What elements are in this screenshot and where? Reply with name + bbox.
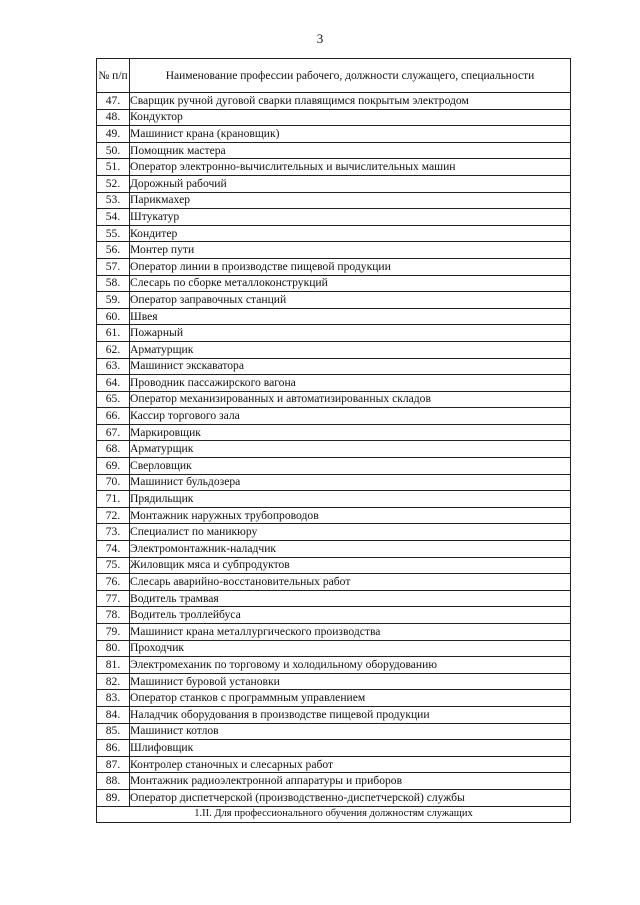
row-profession-name: Водитель трамвая — [130, 590, 571, 607]
column-header-name: Наименование профессии рабочего, должности служащего, специальности — [130, 59, 571, 93]
row-profession-name: Машинист крана (крановщик) — [130, 126, 571, 143]
row-number: 68. — [97, 441, 130, 458]
row-profession-name: Контролер станочных и слесарных работ — [130, 756, 571, 773]
table-row — [97, 458, 571, 475]
row-number: 78. — [97, 607, 130, 624]
table-row — [97, 773, 571, 790]
row-profession-name: Прядильщик — [130, 491, 571, 508]
row-number: 70. — [97, 474, 130, 491]
table-row — [97, 424, 571, 441]
row-number: 76. — [97, 574, 130, 591]
row-profession-name: Электромонтажник-наладчик — [130, 541, 571, 558]
row-profession-name: Слесарь аварийно-восстановительных работ — [130, 574, 571, 591]
row-number: 52. — [97, 175, 130, 192]
row-number: 47. — [97, 93, 130, 110]
row-number: 69. — [97, 458, 130, 475]
table-row — [97, 225, 571, 242]
table-row — [97, 690, 571, 707]
table-row — [97, 524, 571, 541]
row-number: 54. — [97, 209, 130, 226]
row-number: 57. — [97, 258, 130, 275]
row-number: 60. — [97, 308, 130, 325]
row-number: 72. — [97, 507, 130, 524]
table-row — [97, 491, 571, 508]
table-body — [97, 93, 571, 807]
row-number: 51. — [97, 159, 130, 176]
row-number: 48. — [97, 109, 130, 126]
table-row — [97, 673, 571, 690]
table-row — [97, 142, 571, 159]
row-number: 65. — [97, 391, 130, 408]
row-profession-name: Кассир торгового зала — [130, 408, 571, 425]
row-profession-name: Монтажник радиоэлектронной аппаратуры и приборов — [130, 773, 571, 790]
row-number: 79. — [97, 624, 130, 641]
table-row — [97, 192, 571, 209]
row-profession-name: Наладчик оборудования в производстве пищевой продукции — [130, 706, 571, 723]
table-row — [97, 607, 571, 624]
row-profession-name: Оператор линии в производстве пищевой продукции — [130, 258, 571, 275]
row-profession-name: Машинист экскаватора — [130, 358, 571, 375]
table-row — [97, 574, 571, 591]
row-number: 61. — [97, 325, 130, 342]
table-row — [97, 706, 571, 723]
row-profession-name: Сверловщик — [130, 458, 571, 475]
table-row — [97, 175, 571, 192]
row-number: 88. — [97, 773, 130, 790]
professions-table — [96, 58, 571, 823]
row-number: 56. — [97, 242, 130, 259]
row-profession-name: Оператор диспетчерской (производственно-диспетчерской) службы — [130, 789, 571, 806]
table-row — [97, 358, 571, 375]
page-number: 3 — [316, 31, 324, 46]
section-footer-row — [97, 806, 571, 822]
table-row — [97, 242, 571, 259]
row-profession-name: Машинист котлов — [130, 723, 571, 740]
row-profession-name: Машинист бульдозера — [130, 474, 571, 491]
row-number: 50. — [97, 142, 130, 159]
row-profession-name: Жиловщик мяса и субпродуктов — [130, 557, 571, 574]
row-profession-name: Проходчик — [130, 640, 571, 657]
row-profession-name: Кондитер — [130, 225, 571, 242]
table-row — [97, 740, 571, 757]
row-profession-name: Арматурщик — [130, 341, 571, 358]
row-profession-name: Оператор механизированных и автоматизированных складов — [130, 391, 571, 408]
table-row — [97, 541, 571, 558]
table-row — [97, 109, 571, 126]
row-number: 89. — [97, 789, 130, 806]
table-row — [97, 275, 571, 292]
table-row — [97, 474, 571, 491]
row-profession-name: Машинист буровой установки — [130, 673, 571, 690]
row-profession-name: Специалист по маникюру — [130, 524, 571, 541]
row-profession-name: Парикмахер — [130, 192, 571, 209]
table-row — [97, 391, 571, 408]
row-number: 63. — [97, 358, 130, 375]
section-footer-text: 1.II. Для профессионального обучения должностям служащих — [97, 806, 571, 822]
row-number: 82. — [97, 673, 130, 690]
row-number: 71. — [97, 491, 130, 508]
row-profession-name: Оператор электронно-вычислительных и вычислительных машин — [130, 159, 571, 176]
table-row — [97, 159, 571, 176]
table-row — [97, 441, 571, 458]
table-row — [97, 590, 571, 607]
table-row — [97, 723, 571, 740]
row-profession-name: Оператор станков с программным управлением — [130, 690, 571, 707]
row-profession-name: Маркировщик — [130, 424, 571, 441]
row-profession-name: Проводник пассажирского вагона — [130, 375, 571, 392]
table-row — [97, 209, 571, 226]
row-number: 66. — [97, 408, 130, 425]
row-profession-name: Водитель троллейбуса — [130, 607, 571, 624]
row-profession-name: Машинист крана металлургического производства — [130, 624, 571, 641]
table-row — [97, 126, 571, 143]
row-number: 55. — [97, 225, 130, 242]
table-row — [97, 308, 571, 325]
row-number: 58. — [97, 275, 130, 292]
row-number: 84. — [97, 706, 130, 723]
table-row — [97, 375, 571, 392]
row-profession-name: Кондуктор — [130, 109, 571, 126]
table-row — [97, 292, 571, 309]
row-number: 74. — [97, 541, 130, 558]
table-row — [97, 756, 571, 773]
table-row — [97, 325, 571, 342]
table-header-row — [97, 59, 571, 93]
column-header-number: № п/п — [97, 59, 130, 93]
row-profession-name: Сварщик ручной дуговой сварки плавящимся покрытым электродом — [130, 93, 571, 110]
row-profession-name: Швея — [130, 308, 571, 325]
row-profession-name: Электромеханик по торговому и холодильному оборудованию — [130, 657, 571, 674]
row-number: 49. — [97, 126, 130, 143]
table-row — [97, 624, 571, 641]
table-row — [97, 657, 571, 674]
table-row — [97, 93, 571, 110]
row-number: 83. — [97, 690, 130, 707]
row-profession-name: Дорожный рабочий — [130, 175, 571, 192]
table-row — [97, 640, 571, 657]
row-profession-name: Монтер пути — [130, 242, 571, 259]
row-profession-name: Шлифовщик — [130, 740, 571, 757]
row-number: 73. — [97, 524, 130, 541]
table-row — [97, 408, 571, 425]
row-number: 53. — [97, 192, 130, 209]
row-number: 59. — [97, 292, 130, 309]
row-number: 67. — [97, 424, 130, 441]
row-number: 77. — [97, 590, 130, 607]
table-row — [97, 507, 571, 524]
row-number: 62. — [97, 341, 130, 358]
table-row — [97, 789, 571, 806]
row-number: 81. — [97, 657, 130, 674]
row-profession-name: Арматурщик — [130, 441, 571, 458]
row-profession-name: Оператор заправочных станций — [130, 292, 571, 309]
row-number: 86. — [97, 740, 130, 757]
row-profession-name: Монтажник наружных трубопроводов — [130, 507, 571, 524]
row-number: 85. — [97, 723, 130, 740]
row-number: 80. — [97, 640, 130, 657]
table-row — [97, 258, 571, 275]
row-number: 87. — [97, 756, 130, 773]
row-profession-name: Слесарь по сборке металлоконструкций — [130, 275, 571, 292]
row-number: 75. — [97, 557, 130, 574]
table-row — [97, 341, 571, 358]
row-profession-name: Штукатур — [130, 209, 571, 226]
row-profession-name: Помощник мастера — [130, 142, 571, 159]
row-profession-name: Пожарный — [130, 325, 571, 342]
table-row — [97, 557, 571, 574]
row-number: 64. — [97, 375, 130, 392]
